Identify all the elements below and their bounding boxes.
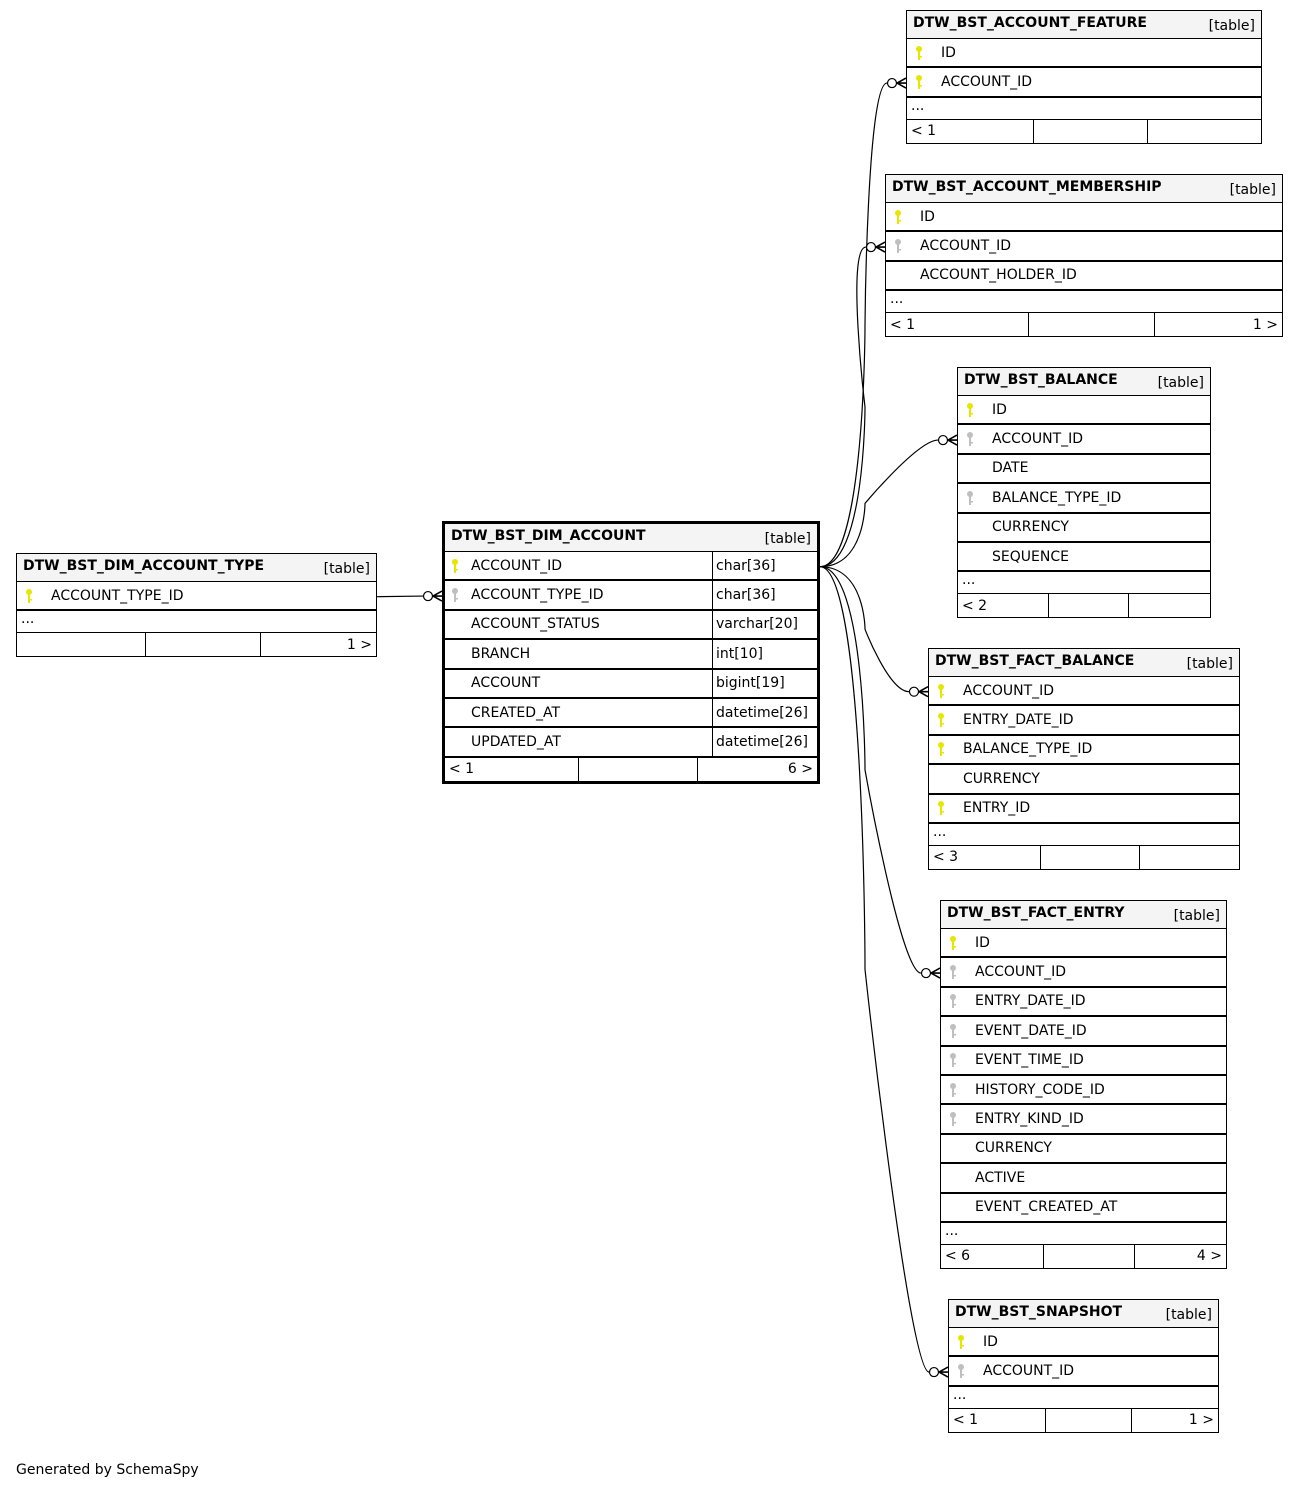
- column-row[interactable]: [445, 581, 817, 610]
- column-row[interactable]: [445, 728, 817, 757]
- column-row[interactable]: [445, 552, 817, 581]
- zero-cardinality-marker: [424, 592, 433, 601]
- foreign-key-icon: [949, 1363, 983, 1379]
- primary-key-icon: [907, 74, 941, 90]
- table-header[interactable]: [17, 554, 376, 582]
- column-row[interactable]: [445, 640, 817, 669]
- table-fact-entry[interactable]: [940, 900, 1227, 1269]
- column-name: EVENT_CREATED_AT: [975, 1199, 1118, 1216]
- column-type: datetime[26]: [712, 728, 817, 755]
- child-count[interactable]: 1 >: [1252, 316, 1278, 333]
- table-kind: [table]: [764, 530, 811, 547]
- foreign-key-icon: [941, 1082, 975, 1098]
- column-name: DATE: [992, 460, 1029, 477]
- table-name: DTW_BST_SNAPSHOT: [955, 1303, 1123, 1320]
- column-row[interactable]: [941, 1194, 1226, 1223]
- column-name: ACCOUNT_ID: [992, 431, 1084, 448]
- column-type: int[10]: [712, 640, 817, 667]
- more-columns[interactable]: ...: [929, 824, 1239, 846]
- footer-middle: [1029, 313, 1156, 336]
- column-row[interactable]: [17, 582, 376, 611]
- many-cardinality-marker: [897, 78, 907, 88]
- column-type: char[36]: [712, 581, 817, 608]
- footer-middle: [146, 633, 261, 656]
- table-balance[interactable]: [957, 367, 1211, 618]
- more-columns[interactable]: ...: [907, 98, 1261, 120]
- footer-middle: [1041, 846, 1140, 869]
- column-name: ACCOUNT_TYPE_ID: [51, 587, 184, 604]
- many-cardinality-marker: [948, 435, 958, 445]
- child-count[interactable]: 1 >: [1188, 1412, 1214, 1429]
- column-name: ENTRY_ID: [963, 800, 1031, 817]
- primary-key-icon: [929, 741, 963, 757]
- column-row[interactable]: [929, 765, 1239, 794]
- table-header[interactable]: [929, 649, 1239, 677]
- column-row[interactable]: [907, 68, 1261, 97]
- column-row[interactable]: [958, 396, 1210, 425]
- zero-cardinality-marker: [939, 436, 948, 445]
- column-row[interactable]: [941, 988, 1226, 1017]
- child-count[interactable]: [1129, 594, 1210, 617]
- table-snapshot[interactable]: [948, 1299, 1219, 1433]
- relationship-line: [820, 567, 929, 1372]
- column-row[interactable]: [445, 670, 817, 699]
- column-row[interactable]: [941, 929, 1226, 958]
- column-name: CURRENCY: [992, 519, 1069, 536]
- child-count[interactable]: [1140, 846, 1239, 869]
- primary-key-icon: [929, 800, 963, 816]
- column-row[interactable]: [445, 699, 817, 728]
- primary-key-icon: [445, 558, 471, 574]
- foreign-key-icon: [886, 238, 920, 254]
- table-footer: [907, 120, 1261, 143]
- zero-cardinality-marker: [922, 969, 931, 978]
- table-footer: [445, 758, 817, 781]
- table-header[interactable]: [958, 368, 1210, 396]
- table-kind: [table]: [323, 560, 370, 577]
- column-row[interactable]: [958, 455, 1210, 484]
- footer-middle: [1049, 594, 1130, 617]
- primary-key-icon: [949, 1334, 983, 1350]
- foreign-key-icon: [941, 1023, 975, 1039]
- zero-cardinality-marker: [888, 79, 897, 88]
- column-name: ID: [983, 1333, 998, 1350]
- column-row[interactable]: [949, 1328, 1218, 1357]
- column-name: ACCOUNT_ID: [983, 1363, 1075, 1380]
- many-cardinality-marker: [931, 968, 941, 978]
- table-header[interactable]: [445, 524, 817, 552]
- more-columns[interactable]: ...: [17, 611, 376, 633]
- parent-count[interactable]: < 1: [886, 313, 1029, 336]
- table-footer: [958, 594, 1210, 617]
- column-row[interactable]: [949, 1357, 1218, 1386]
- column-name: EVENT_TIME_ID: [975, 1052, 1084, 1069]
- column-type: datetime[26]: [712, 699, 817, 726]
- parent-count[interactable]: < 1: [949, 1409, 1046, 1432]
- column-row[interactable]: [929, 677, 1239, 706]
- more-columns[interactable]: ...: [886, 291, 1282, 313]
- table-kind: [table]: [1208, 17, 1255, 34]
- parent-count[interactable]: < 6: [941, 1245, 1044, 1268]
- child-count[interactable]: 4 >: [1196, 1248, 1222, 1265]
- parent-count[interactable]: < 1: [907, 120, 1034, 143]
- column-name: ACCOUNT: [471, 675, 541, 692]
- table-header[interactable]: [949, 1300, 1218, 1328]
- foreign-key-icon: [445, 587, 471, 603]
- foreign-key-icon: [941, 964, 975, 980]
- column-name: BRANCH: [471, 645, 531, 662]
- column-name: BALANCE_TYPE_ID: [963, 741, 1093, 758]
- more-columns[interactable]: ...: [941, 1223, 1226, 1245]
- table-header[interactable]: [941, 901, 1226, 929]
- relationship-line: [820, 440, 938, 567]
- table-name: DTW_BST_BALANCE: [964, 371, 1118, 388]
- table-kind: [table]: [1229, 181, 1276, 198]
- many-cardinality-marker: [433, 591, 443, 601]
- table-name: DTW_BST_DIM_ACCOUNT_TYPE: [23, 557, 265, 574]
- table-kind: [table]: [1157, 374, 1204, 391]
- relationship-line: [820, 83, 887, 567]
- column-row[interactable]: [929, 706, 1239, 735]
- table-name: DTW_BST_FACT_ENTRY: [947, 904, 1125, 921]
- column-name: ACCOUNT_ID: [975, 964, 1067, 981]
- zero-cardinality-marker: [867, 243, 876, 252]
- column-name: ACCOUNT_ID: [963, 682, 1055, 699]
- column-name: HISTORY_CODE_ID: [975, 1081, 1105, 1098]
- table-name: DTW_BST_FACT_BALANCE: [935, 652, 1135, 669]
- foreign-key-icon: [958, 431, 992, 447]
- table-footer: [17, 633, 376, 656]
- zero-cardinality-marker: [930, 1368, 939, 1377]
- column-name: CURRENCY: [975, 1140, 1052, 1157]
- column-name: EVENT_DATE_ID: [975, 1022, 1087, 1039]
- table-footer: [941, 1245, 1226, 1268]
- column-name: ACCOUNT_ID: [920, 238, 1012, 255]
- column-type: varchar[20]: [712, 611, 817, 638]
- column-name: ACCOUNT_ID: [471, 557, 563, 574]
- column-row[interactable]: [941, 958, 1226, 987]
- column-row[interactable]: [929, 736, 1239, 765]
- table-name: DTW_BST_DIM_ACCOUNT: [451, 527, 646, 544]
- primary-key-icon: [907, 45, 941, 61]
- parent-count[interactable]: < 1: [445, 758, 579, 781]
- column-row[interactable]: [958, 514, 1210, 543]
- column-name: ID: [941, 44, 956, 61]
- primary-key-icon: [941, 935, 975, 951]
- footer-middle: [579, 758, 698, 781]
- table-name: DTW_BST_ACCOUNT_FEATURE: [913, 14, 1147, 31]
- table-dim-account[interactable]: [442, 521, 820, 784]
- table-kind: [table]: [1165, 1306, 1212, 1323]
- column-name: CREATED_AT: [471, 704, 561, 721]
- foreign-key-icon: [958, 490, 992, 506]
- column-name: SEQUENCE: [992, 548, 1069, 565]
- relationship-line: [377, 596, 423, 597]
- column-row[interactable]: [445, 611, 817, 640]
- column-row[interactable]: [886, 232, 1282, 261]
- column-name: ID: [992, 401, 1007, 418]
- zero-cardinality-marker: [910, 687, 919, 696]
- table-kind: [table]: [1186, 655, 1233, 672]
- generated-by-credit: Generated by SchemaSpy: [16, 1462, 199, 1478]
- column-row[interactable]: [941, 1105, 1226, 1134]
- table-header[interactable]: [907, 11, 1261, 39]
- column-row[interactable]: [929, 795, 1239, 824]
- column-row[interactable]: [941, 1164, 1226, 1193]
- primary-key-icon: [929, 712, 963, 728]
- column-name: BALANCE_TYPE_ID: [992, 489, 1122, 506]
- column-row[interactable]: [886, 262, 1282, 291]
- table-header[interactable]: [886, 175, 1282, 203]
- column-name: ACCOUNT_HOLDER_ID: [920, 267, 1077, 284]
- column-row[interactable]: [907, 39, 1261, 68]
- column-name: UPDATED_AT: [471, 734, 561, 751]
- column-type: bigint[19]: [712, 670, 817, 697]
- many-cardinality-marker: [939, 1367, 949, 1377]
- foreign-key-icon: [941, 993, 975, 1009]
- column-row[interactable]: [958, 425, 1210, 454]
- more-columns[interactable]: ...: [949, 1387, 1218, 1409]
- table-account-membership[interactable]: [885, 174, 1283, 337]
- column-row[interactable]: [886, 203, 1282, 232]
- parent-count[interactable]: [17, 633, 146, 656]
- table-kind: [table]: [1173, 907, 1220, 924]
- column-row[interactable]: [941, 1047, 1226, 1076]
- footer-middle: [1046, 1409, 1132, 1432]
- column-name: ACCOUNT_STATUS: [471, 616, 600, 633]
- column-row[interactable]: [958, 484, 1210, 513]
- child-count[interactable]: [1148, 120, 1261, 143]
- child-count[interactable]: 6 >: [787, 761, 813, 778]
- table-footer: [929, 846, 1239, 869]
- footer-middle: [1044, 1245, 1135, 1268]
- child-count[interactable]: 1 >: [346, 636, 372, 653]
- primary-key-icon: [958, 402, 992, 418]
- column-name: ENTRY_DATE_ID: [963, 712, 1074, 729]
- many-cardinality-marker: [919, 687, 929, 697]
- primary-key-icon: [886, 209, 920, 225]
- primary-key-icon: [929, 683, 963, 699]
- column-name: ACCOUNT_ID: [941, 74, 1033, 91]
- parent-count[interactable]: < 2: [958, 594, 1049, 617]
- column-row[interactable]: [958, 543, 1210, 572]
- table-footer: [886, 313, 1282, 336]
- column-row[interactable]: [941, 1017, 1226, 1046]
- many-cardinality-marker: [876, 242, 886, 252]
- column-name: ID: [975, 934, 990, 951]
- column-row[interactable]: [941, 1076, 1226, 1105]
- primary-key-icon: [17, 588, 51, 604]
- column-name: CURRENCY: [963, 770, 1040, 787]
- table-name: DTW_BST_ACCOUNT_MEMBERSHIP: [892, 178, 1162, 195]
- more-columns[interactable]: ...: [958, 572, 1210, 594]
- foreign-key-icon: [941, 1052, 975, 1068]
- column-type: char[36]: [712, 552, 817, 579]
- table-dim-account-type[interactable]: [16, 553, 377, 657]
- column-name: ACCOUNT_TYPE_ID: [471, 587, 604, 604]
- column-row[interactable]: [941, 1135, 1226, 1164]
- relationship-line: [820, 567, 909, 692]
- relationship-line: [820, 247, 866, 567]
- column-name: ENTRY_KIND_ID: [975, 1111, 1084, 1128]
- column-name: ACTIVE: [975, 1169, 1026, 1186]
- foreign-key-icon: [941, 1111, 975, 1127]
- column-name: ID: [920, 208, 935, 225]
- table-account-feature[interactable]: [906, 10, 1262, 144]
- relationship-line: [820, 567, 921, 973]
- parent-count[interactable]: < 3: [929, 846, 1041, 869]
- table-fact-balance[interactable]: [928, 648, 1240, 870]
- footer-middle: [1034, 120, 1147, 143]
- table-footer: [949, 1409, 1218, 1432]
- column-name: ENTRY_DATE_ID: [975, 993, 1086, 1010]
